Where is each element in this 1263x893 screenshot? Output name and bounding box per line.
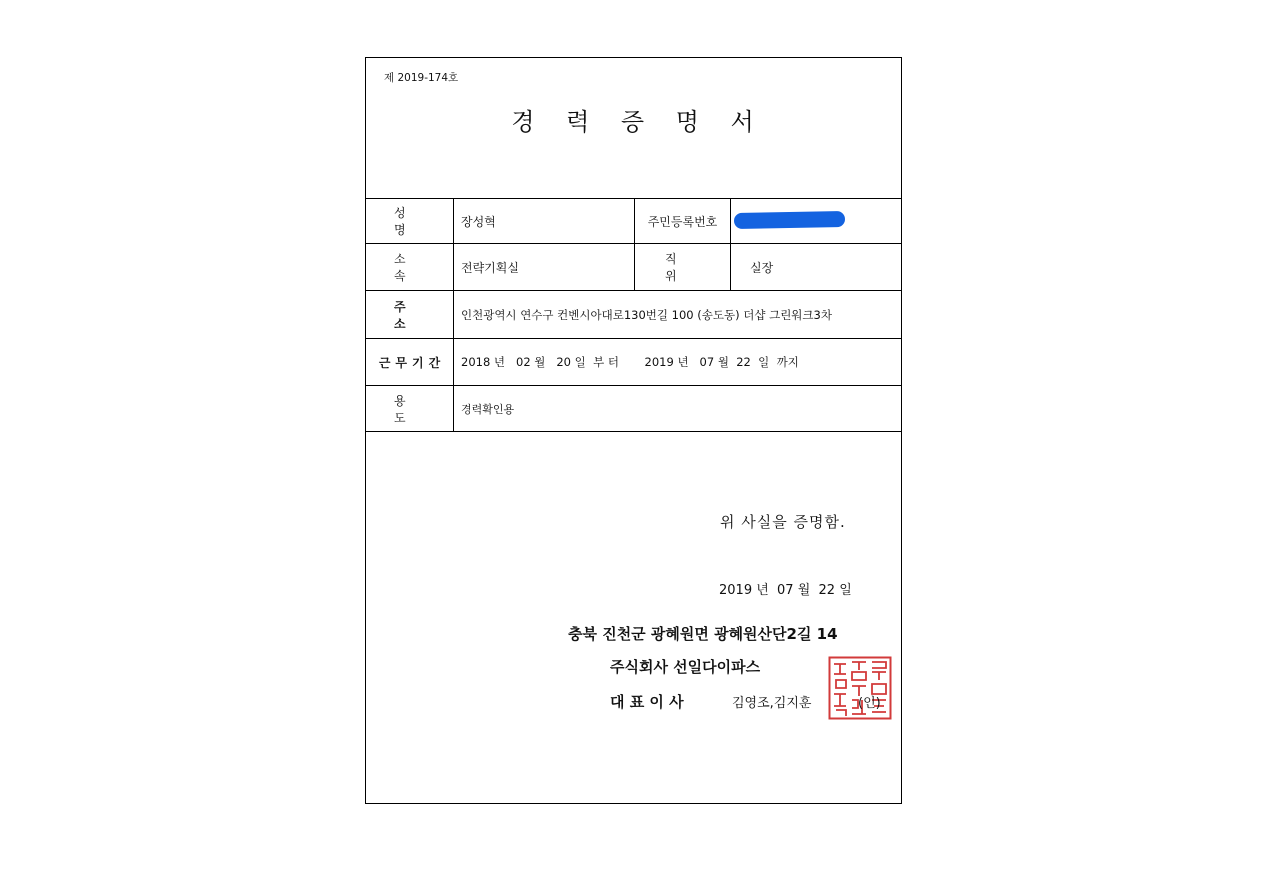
certificate-document <box>365 57 902 804</box>
row-period <box>366 338 901 385</box>
label-purpose: 용 도 <box>366 386 454 431</box>
label-rrn: 주민등록번호 <box>634 199 731 243</box>
value-name: 장성혁 <box>461 214 496 229</box>
value-purpose: 경력확인용 <box>461 402 515 416</box>
label-name: 성 명 <box>366 199 454 243</box>
row-name <box>366 198 901 243</box>
redaction-mark <box>734 211 845 229</box>
value-dept: 전략기획실 <box>461 260 519 275</box>
certify-statement: 위 사실을 증명함. <box>720 513 846 531</box>
company-address: 충북 진천군 광혜원면 광혜원산단2길 14 <box>568 625 838 643</box>
row-address <box>366 290 901 338</box>
value-period: 2018 년 02 월 20 일 부 터 2019 년 07 월 22 일 까지 <box>461 355 799 369</box>
row-purpose <box>366 385 901 432</box>
issue-date: 2019 년 07 월 22 일 <box>719 583 852 598</box>
value-position: 실장 <box>750 260 774 275</box>
ceo-title: 대 표 이 사 <box>610 693 684 711</box>
document-title: 경 력 증 명 서 <box>511 108 766 136</box>
label-dept: 소 속 <box>366 244 454 290</box>
document-number: 제 2019-174호 <box>384 72 459 84</box>
label-position: 직 위 <box>634 244 731 290</box>
seal-mark: (인) <box>858 696 881 711</box>
company-name: 주식회사 선일다이파스 <box>610 658 761 676</box>
label-address: 주 소 <box>366 291 454 338</box>
value-address: 인천광역시 연수구 컨벤시아대로130번길 100 (송도동) 더샵 그린워크3차 <box>461 307 832 322</box>
ceo-names: 김영조,김지훈 <box>732 696 812 711</box>
label-period: 근무기간 <box>366 339 454 385</box>
row-dept <box>366 243 901 290</box>
